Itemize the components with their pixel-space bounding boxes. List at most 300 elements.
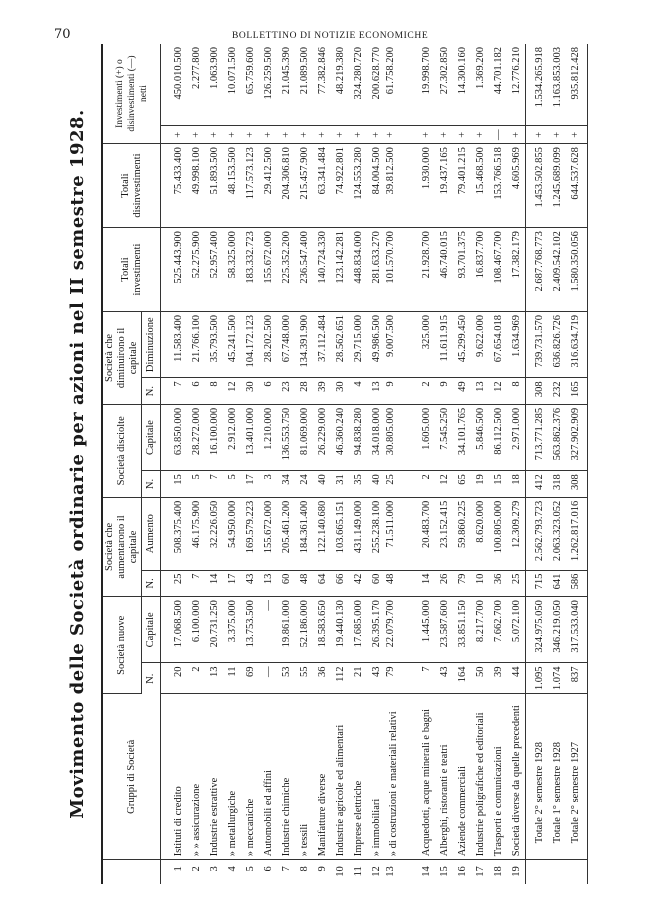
cell-increase-count: 641: [548, 570, 566, 597]
cell-dissolved-capital: 30.805.000: [385, 404, 417, 470]
cell-decrease-amount: 325.000: [417, 312, 435, 378]
table-row: [507, 44, 526, 884]
cell-dissolved-count: 7: [205, 471, 223, 498]
cell-new-count: 36: [313, 663, 331, 694]
cell-new-count: 837: [566, 663, 588, 694]
col-netti-header: Investimenti (+) o disinvestimenti (—) netti: [102, 44, 161, 144]
cell-total-investments: 183.332.723: [241, 228, 259, 312]
cell-total-investments: 16.837.700: [471, 228, 489, 312]
cell-increase-count: 66: [331, 570, 349, 597]
cell-new-count: —: [259, 663, 277, 694]
cell-new-count: 43: [435, 663, 453, 694]
cell-total-disinvestments: 74.922.801: [331, 144, 349, 228]
cell-new-capital: 18.583.650: [313, 597, 331, 663]
cell-total-disinvestments: 39.812.500: [385, 144, 417, 228]
row-label: Industrie agricole ed alimentari: [331, 694, 349, 860]
cell-new-capital: 52.186.000: [295, 597, 313, 663]
cell-total-investments: 2.409.542.102: [548, 228, 566, 312]
cell-net-value: 21.045.390: [277, 44, 295, 126]
rotated-table-block: [67, 44, 587, 884]
row-number: 7: [280, 866, 292, 872]
cell-new-capital: 324.975.050: [526, 597, 549, 663]
cell-dissolved-count: 5: [187, 471, 205, 498]
table-row: [313, 44, 331, 884]
cell-decrease-count: 13: [367, 378, 385, 405]
cell-total-disinvestments: 1.245.689.099: [548, 144, 566, 228]
table-row: [385, 44, 417, 884]
cell-increase-amount: 12.309.279: [507, 497, 526, 570]
cell-net-sign: +: [241, 126, 259, 144]
cell-net-sign: +: [223, 126, 241, 144]
cell-total-investments: 108.467.700: [489, 228, 507, 312]
cell-net-value: 44.701.182: [489, 44, 507, 126]
cell-increase-amount: 2.562.793.723: [526, 497, 549, 570]
row-label: Industrie estrattive: [205, 694, 223, 860]
page-number: 70: [54, 27, 71, 42]
row-number: 12: [370, 866, 382, 877]
row-label: Manifatture diverse: [313, 694, 331, 860]
cell-decrease-count: 12: [223, 378, 241, 405]
cell-dissolved-count: 34: [277, 471, 295, 498]
cell-dissolved-capital: 81.069.000: [295, 404, 313, 470]
cell-new-capital: 33.851.150: [453, 597, 471, 663]
cell-new-count: 55: [295, 663, 313, 694]
row-number: 1: [172, 866, 184, 872]
cell-total-investments: 21.928.700: [417, 228, 435, 312]
cell-new-count: 53: [277, 663, 295, 694]
cell-dissolved-count: 2: [417, 471, 435, 498]
table-title: Movimento delle Società ordinarie per azioni nel II semestre 1928.: [67, 109, 88, 819]
cell-dissolved-count: 24: [295, 471, 313, 498]
cell-total-investments: 448.834.000: [349, 228, 367, 312]
cell-dissolved-capital: 86.112.500: [489, 404, 507, 470]
cell-total-disinvestments: 49.998.100: [187, 144, 205, 228]
cell-increase-count: 42: [349, 570, 367, 597]
cell-increase-amount: 255.238.100: [367, 497, 385, 570]
cell-new-count: 79: [385, 663, 417, 694]
cell-net-sign: +: [331, 126, 349, 144]
cell-new-count: 1.095: [526, 663, 549, 694]
col-aumentarono-header: Società che aumentarono il capitale: [102, 497, 142, 596]
cell-dissolved-capital: 2.912.000: [223, 404, 241, 470]
cell-increase-amount: 1.262.817.016: [566, 497, 588, 570]
running-head: [0, 0, 646, 50]
cell-decrease-count: 6: [187, 378, 205, 405]
cell-increase-amount: 103.665.151: [331, 497, 349, 570]
cell-decrease-amount: 9.007.500: [385, 312, 417, 378]
table-row: [205, 44, 223, 884]
cell-new-capital: 22.079.700: [385, 597, 417, 663]
subheader-aumento: Aumento: [142, 497, 161, 570]
cell-net-value: 19.998.700: [417, 44, 435, 126]
row-label: » » assicurazione: [187, 694, 205, 860]
subheader-n: N.: [142, 663, 161, 694]
table-row: [435, 44, 453, 884]
cell-decrease-count: 232: [548, 378, 566, 405]
cell-net-value: 200.628.770: [367, 44, 385, 126]
cell-increase-amount: 54.950.000: [223, 497, 241, 570]
row-label: Società diverse da quelle precedenti: [507, 694, 526, 860]
cell-net-value: 324.280.720: [349, 44, 367, 126]
row-number: 5: [244, 866, 256, 872]
cell-new-count: 2: [187, 663, 205, 694]
cell-decrease-amount: 636.826.726: [548, 312, 566, 378]
cell-total-disinvestments: 1.930.000: [417, 144, 435, 228]
cell-dissolved-count: 18: [507, 471, 526, 498]
cell-new-capital: 26.395.170: [367, 597, 385, 663]
cell-total-investments: 281.633.270: [367, 228, 385, 312]
cell-decrease-amount: 28.202.500: [259, 312, 277, 378]
table-row: [259, 44, 277, 884]
cell-increase-count: 715: [526, 570, 549, 597]
cell-dissolved-count: 35: [349, 471, 367, 498]
cell-net-sign: +: [526, 126, 549, 144]
row-label: Trasporti e comunicazioni: [489, 694, 507, 860]
cell-new-capital: 19.861.000: [277, 597, 295, 663]
row-number: 8: [298, 866, 310, 872]
cell-total-investments: 93.701.375: [453, 228, 471, 312]
cell-new-count: 69: [241, 663, 259, 694]
cell-new-count: 20: [161, 663, 188, 694]
row-label: Istituti di credito: [161, 694, 188, 860]
cell-net-value: 61.758.200: [385, 44, 417, 126]
cell-total-disinvestments: 204.306.810: [277, 144, 295, 228]
cell-dissolved-capital: 136.553.750: [277, 404, 295, 470]
cell-net-value: 77.382.846: [313, 44, 331, 126]
cell-net-sign: +: [471, 126, 489, 144]
cell-decrease-count: 4: [349, 378, 367, 405]
cell-dissolved-count: 412: [526, 471, 549, 498]
cell-decrease-count: 30: [241, 378, 259, 405]
cell-decrease-count: 39: [313, 378, 331, 405]
cell-total-disinvestments: 117.573.123: [241, 144, 259, 228]
total-row: [548, 44, 566, 884]
row-number: 11: [352, 866, 364, 877]
cell-dissolved-capital: 34.018.000: [367, 404, 385, 470]
cell-increase-amount: 8.620.000: [471, 497, 489, 570]
cell-total-disinvestments: 79.401.215: [453, 144, 471, 228]
cell-decrease-count: 308: [526, 378, 549, 405]
table-row: [489, 44, 507, 884]
cell-dissolved-count: 31: [331, 471, 349, 498]
cell-total-investments: 52.275.900: [187, 228, 205, 312]
cell-total-disinvestments: 63.341.484: [313, 144, 331, 228]
cell-increase-count: 25: [507, 570, 526, 597]
cell-increase-amount: 169.579.223: [241, 497, 259, 570]
cell-decrease-amount: 134.391.900: [295, 312, 313, 378]
cell-total-investments: 155.672.000: [259, 228, 277, 312]
row-number: 4: [226, 866, 238, 872]
cell-increase-amount: 59.860.225: [453, 497, 471, 570]
cell-decrease-amount: 11.611.915: [435, 312, 453, 378]
cell-total-disinvestments: 124.553.280: [349, 144, 367, 228]
cell-new-count: 7: [417, 663, 435, 694]
row-label: Imprese elettriche: [349, 694, 367, 860]
cell-dissolved-capital: 2.971.000: [507, 404, 526, 470]
cell-total-disinvestments: 19.437.165: [435, 144, 453, 228]
cell-total-disinvestments: 84.004.500: [367, 144, 385, 228]
row-number: [526, 860, 549, 884]
cell-total-disinvestments: 48.153.500: [223, 144, 241, 228]
cell-dissolved-count: 40: [313, 471, 331, 498]
cell-increase-count: 79: [453, 570, 471, 597]
cell-increase-count: 7: [187, 570, 205, 597]
cell-dissolved-count: 12: [435, 471, 453, 498]
cell-total-investments: 525.443.900: [161, 228, 188, 312]
cell-dissolved-count: 15: [161, 471, 188, 498]
cell-increase-amount: 32.226.050: [205, 497, 223, 570]
cell-net-sign: +: [295, 126, 313, 144]
cell-dissolved-capital: 34.101.765: [453, 404, 471, 470]
row-label: » tessili: [295, 694, 313, 860]
cell-dissolved-count: 318: [548, 471, 566, 498]
cell-total-investments: 1.580.350.056: [566, 228, 588, 312]
row-label: » metallurgiche: [223, 694, 241, 860]
cell-decrease-amount: 45.241.500: [223, 312, 241, 378]
cell-decrease-amount: 9.622.000: [471, 312, 489, 378]
row-number: 18: [492, 866, 504, 877]
cell-decrease-count: 9: [385, 378, 417, 405]
cell-net-value: 2.277.800: [187, 44, 205, 126]
cell-decrease-amount: 316.634.719: [566, 312, 588, 378]
cell-net-sign: +: [417, 126, 435, 144]
cell-increase-amount: 20.483.700: [417, 497, 435, 570]
cell-decrease-count: 13: [471, 378, 489, 405]
cell-total-disinvestments: 153.766.518: [489, 144, 507, 228]
cell-new-count: 1.074: [548, 663, 566, 694]
cell-dissolved-capital: 1.605.000: [417, 404, 435, 470]
subheader-n: N.: [142, 471, 161, 498]
cell-new-count: 43: [367, 663, 385, 694]
cell-net-value: 935.812.428: [566, 44, 588, 126]
table-row: [241, 44, 259, 884]
row-number: 3: [208, 866, 220, 872]
cell-increase-amount: 2.063.323.052: [548, 497, 566, 570]
cell-net-value: 1.163.853.003: [548, 44, 566, 126]
cell-increase-amount: 205.461.200: [277, 497, 295, 570]
cell-increase-count: 14: [417, 570, 435, 597]
table-row: [331, 44, 349, 884]
cell-decrease-count: 49: [453, 378, 471, 405]
cell-total-disinvestments: 51.893.500: [205, 144, 223, 228]
cell-increase-count: 25: [161, 570, 188, 597]
row-label: Totale 1° semestre 1928: [548, 694, 566, 860]
cell-dissolved-capital: 94.838.280: [349, 404, 367, 470]
cell-net-sign: +: [507, 126, 526, 144]
subheader-capitale: Capitale: [142, 404, 161, 470]
table-row: [295, 44, 313, 884]
cell-dissolved-capital: 563.862.376: [548, 404, 566, 470]
table-row: [187, 44, 205, 884]
cell-total-investments: 2.687.768.773: [526, 228, 549, 312]
cell-dissolved-capital: 327.902.909: [566, 404, 588, 470]
cell-new-count: 44: [507, 663, 526, 694]
table-row: [471, 44, 489, 884]
col-disciolte-header: Società disciolte: [102, 404, 142, 497]
cell-decrease-amount: 35.793.500: [205, 312, 223, 378]
cell-increase-count: 10: [471, 570, 489, 597]
cell-decrease-amount: 28.562.651: [331, 312, 349, 378]
cell-new-capital: 7.662.700: [489, 597, 507, 663]
row-number: 2: [190, 866, 202, 872]
cell-decrease-count: 6: [259, 378, 277, 405]
cell-dissolved-count: 19: [471, 471, 489, 498]
col-gruppi-header: Gruppi di Società: [102, 694, 161, 860]
cell-total-investments: 46.740.015: [435, 228, 453, 312]
cell-total-investments: 225.352.200: [277, 228, 295, 312]
cell-decrease-amount: 29.715.000: [349, 312, 367, 378]
cell-total-investments: 58.325.000: [223, 228, 241, 312]
cell-dissolved-capital: 1.210.000: [259, 404, 277, 470]
cell-dissolved-capital: 46.360.240: [331, 404, 349, 470]
cell-increase-amount: 431.149.000: [349, 497, 367, 570]
table-row: [453, 44, 471, 884]
cell-new-capital: 6.100.000: [187, 597, 205, 663]
cell-net-sign: +: [161, 126, 188, 144]
cell-total-disinvestments: 215.457.900: [295, 144, 313, 228]
cell-new-capital: 19.440.130: [331, 597, 349, 663]
cell-decrease-amount: 104.172.123: [241, 312, 259, 378]
cell-new-count: 164: [453, 663, 471, 694]
cell-new-capital: 17.685.000: [349, 597, 367, 663]
cell-net-value: 1.063.900: [205, 44, 223, 126]
cell-net-sign: +: [566, 126, 588, 144]
cell-net-sign: +: [277, 126, 295, 144]
cell-increase-amount: 23.152.415: [435, 497, 453, 570]
cell-increase-count: 48: [295, 570, 313, 597]
cell-dissolved-capital: 28.272.000: [187, 404, 205, 470]
cell-dissolved-count: 65: [453, 471, 471, 498]
cell-decrease-amount: 11.583.400: [161, 312, 188, 378]
cell-increase-amount: 71.511.000: [385, 497, 417, 570]
cell-dissolved-capital: 63.850.000: [161, 404, 188, 470]
cell-new-capital: 3.375.000: [223, 597, 241, 663]
cell-decrease-amount: 67.748.000: [277, 312, 295, 378]
cell-decrease-amount: 21.766.100: [187, 312, 205, 378]
cell-net-sign: +: [205, 126, 223, 144]
cell-net-value: 27.302.850: [435, 44, 453, 126]
cell-new-count: 50: [471, 663, 489, 694]
cell-decrease-count: 8: [507, 378, 526, 405]
cell-net-sign: +: [259, 126, 277, 144]
cell-decrease-amount: 1.634.969: [507, 312, 526, 378]
cell-total-disinvestments: 4.605.969: [507, 144, 526, 228]
cell-increase-count: 64: [313, 570, 331, 597]
cell-increase-amount: 184.361.400: [295, 497, 313, 570]
cell-increase-count: 43: [241, 570, 259, 597]
cell-decrease-count: 23: [277, 378, 295, 405]
cell-decrease-count: 7: [161, 378, 188, 405]
cell-total-investments: 52.957.400: [205, 228, 223, 312]
cell-dissolved-count: 40: [367, 471, 385, 498]
cell-net-value: 14.300.160: [453, 44, 471, 126]
table-row: [349, 44, 367, 884]
cell-decrease-amount: 37.112.484: [313, 312, 331, 378]
table-row: [367, 44, 385, 884]
row-label: Totale 2° semestre 1927: [566, 694, 588, 860]
col-totali-investimenti-header: Totali investimenti: [102, 228, 161, 312]
row-label: Industrie poligrafiche ed editoriali: [471, 694, 489, 860]
cell-decrease-count: 9: [435, 378, 453, 405]
cell-net-value: 48.219.380: [331, 44, 349, 126]
statistics-table: [101, 44, 588, 884]
cell-increase-amount: 122.140.680: [313, 497, 331, 570]
row-label: Automobili ed affini: [259, 694, 277, 860]
cell-new-capital: —: [259, 597, 277, 663]
cell-decrease-amount: 49.986.500: [367, 312, 385, 378]
cell-decrease-count: 12: [489, 378, 507, 405]
cell-dissolved-capital: 713.771.285: [526, 404, 549, 470]
cell-total-investments: 140.724.330: [313, 228, 331, 312]
table-body: [161, 44, 588, 884]
cell-dissolved-capital: 7.545.250: [435, 404, 453, 470]
cell-increase-count: 48: [385, 570, 417, 597]
subheader-capitale: Capitale: [142, 597, 161, 663]
row-label: » meccaniche: [241, 694, 259, 860]
cell-net-sign: +: [453, 126, 471, 144]
table-row: [223, 44, 241, 884]
cell-dissolved-capital: 26.229.000: [313, 404, 331, 470]
cell-net-value: 450.010.500: [161, 44, 188, 126]
cell-increase-count: 13: [259, 570, 277, 597]
row-label: Acquedotti, acque minerali e bagni: [417, 694, 435, 860]
cell-dissolved-capital: 13.401.000: [241, 404, 259, 470]
table-header: [102, 44, 161, 884]
cell-total-investments: 236.547.400: [295, 228, 313, 312]
cell-decrease-count: 2: [417, 378, 435, 405]
cell-dissolved-capital: 16.100.000: [205, 404, 223, 470]
cell-total-disinvestments: 15.468.500: [471, 144, 489, 228]
total-row: [566, 44, 588, 884]
cell-net-sign: +: [349, 126, 367, 144]
cell-net-sign: +: [548, 126, 566, 144]
col-rowno-header: [102, 860, 161, 884]
cell-net-value: 1.369.200: [471, 44, 489, 126]
row-number: 17: [474, 866, 486, 877]
cell-net-value: 21.089.500: [295, 44, 313, 126]
cell-increase-count: 26: [435, 570, 453, 597]
cell-new-count: 39: [489, 663, 507, 694]
row-number: 6: [262, 866, 274, 872]
cell-new-capital: 23.587.600: [435, 597, 453, 663]
subheader-n: N.: [142, 570, 161, 597]
cell-net-sign: +: [385, 126, 417, 144]
cell-decrease-count: 30: [331, 378, 349, 405]
cell-increase-count: 17: [223, 570, 241, 597]
cell-total-investments: 17.382.179: [507, 228, 526, 312]
col-nuove-header: Società nuove: [102, 597, 142, 694]
cell-total-investments: 123.142.281: [331, 228, 349, 312]
cell-decrease-amount: 45.299.450: [453, 312, 471, 378]
cell-new-capital: 1.445.000: [417, 597, 435, 663]
cell-new-count: 21: [349, 663, 367, 694]
cell-decrease-amount: 739.731.570: [526, 312, 549, 378]
cell-increase-amount: 100.805.000: [489, 497, 507, 570]
cell-total-disinvestments: 75.433.400: [161, 144, 188, 228]
cell-decrease-count: 165: [566, 378, 588, 405]
cell-net-value: 65.759.600: [241, 44, 259, 126]
row-label: Industrie chimiche: [277, 694, 295, 860]
cell-dissolved-count: 5: [223, 471, 241, 498]
cell-net-value: 10.071.500: [223, 44, 241, 126]
cell-new-count: 13: [205, 663, 223, 694]
journal-title: BOLLETTINO DI NOTIZIE ECONOMICHE: [232, 31, 429, 41]
cell-increase-amount: 46.175.900: [187, 497, 205, 570]
cell-decrease-amount: 67.654.018: [489, 312, 507, 378]
cell-total-disinvestments: 644.537.628: [566, 144, 588, 228]
cell-total-disinvestments: 1.453.502.855: [526, 144, 549, 228]
col-diminuirono-header: Società che diminuirono il capitale: [102, 312, 142, 405]
